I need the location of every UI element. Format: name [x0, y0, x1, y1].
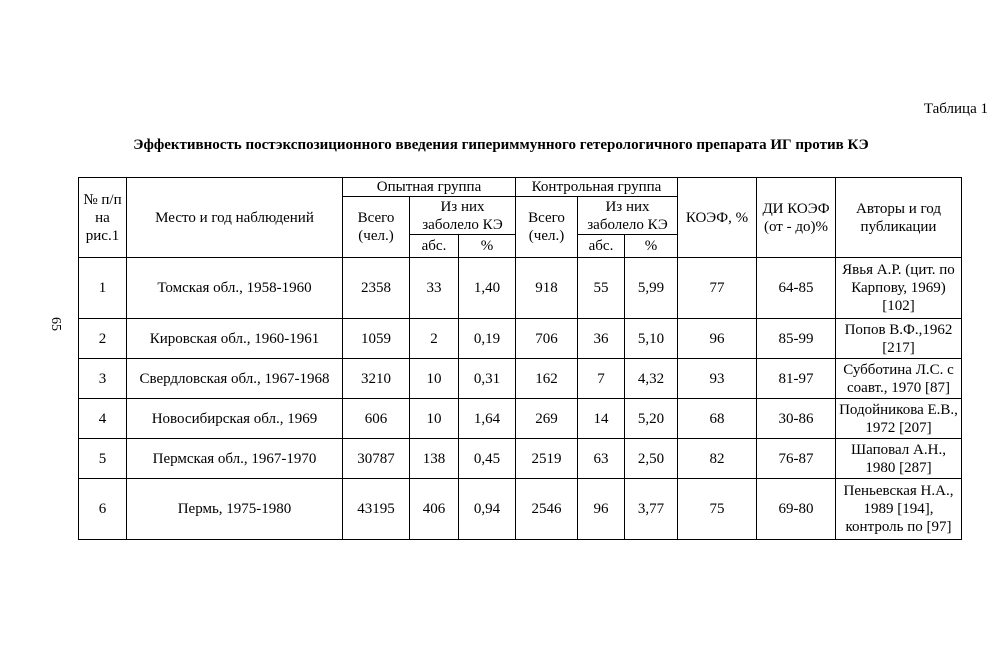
cell-place: Томская обл., 1958-1960	[127, 258, 343, 319]
cell-di: 69-80	[757, 479, 836, 540]
cell-place: Пермская обл., 1967-1970	[127, 439, 343, 479]
cell-exp-total: 2358	[343, 258, 410, 319]
header-exp-abs: абс.	[410, 235, 459, 258]
header-authors: Авторы и год публикации	[836, 178, 962, 258]
cell-exp-abs: 10	[410, 359, 459, 399]
cell-koef: 75	[678, 479, 757, 540]
cell-exp-pct: 0,94	[459, 479, 516, 540]
cell-exp-abs: 2	[410, 319, 459, 359]
page-number: 65	[48, 317, 63, 331]
cell-ctrl-total: 2546	[516, 479, 578, 540]
header-num: № п/п на рис.1	[79, 178, 127, 258]
cell-ctrl-total: 269	[516, 399, 578, 439]
cell-num: 4	[79, 399, 127, 439]
cell-exp-pct: 0,45	[459, 439, 516, 479]
header-ctrl-pct: %	[625, 235, 678, 258]
results-table	[78, 177, 962, 540]
cell-ctrl-abs: 96	[578, 479, 625, 540]
cell-exp-abs: 33	[410, 258, 459, 319]
header-ctrl-total: Всего (чел.)	[516, 197, 578, 258]
cell-authors: Шаповал А.Н., 1980 [287]	[836, 439, 962, 479]
header-ctrl-group: Контрольная группа	[516, 178, 678, 197]
cell-ctrl-pct: 5,20	[625, 399, 678, 439]
cell-exp-abs: 10	[410, 399, 459, 439]
cell-num: 1	[79, 258, 127, 319]
header-koef: КОЭФ, %	[678, 178, 757, 258]
cell-koef: 93	[678, 359, 757, 399]
cell-exp-total: 43195	[343, 479, 410, 540]
table-row	[79, 439, 962, 479]
cell-ctrl-pct: 2,50	[625, 439, 678, 479]
header-row-1	[79, 178, 962, 197]
cell-koef: 68	[678, 399, 757, 439]
cell-place: Новосибирская обл., 1969	[127, 399, 343, 439]
cell-exp-pct: 0,19	[459, 319, 516, 359]
cell-authors: Явья А.Р. (цит. по Карпову, 1969) [102]	[836, 258, 962, 319]
cell-koef: 77	[678, 258, 757, 319]
cell-ctrl-pct: 4,32	[625, 359, 678, 399]
cell-place: Кировская обл., 1960-1961	[127, 319, 343, 359]
cell-exp-total: 30787	[343, 439, 410, 479]
cell-ctrl-total: 2519	[516, 439, 578, 479]
cell-exp-pct: 1,64	[459, 399, 516, 439]
cell-exp-pct: 0,31	[459, 359, 516, 399]
cell-place: Свердловская обл., 1967-1968	[127, 359, 343, 399]
cell-ctrl-pct: 3,77	[625, 479, 678, 540]
cell-ctrl-abs: 14	[578, 399, 625, 439]
cell-num: 2	[79, 319, 127, 359]
cell-num: 5	[79, 439, 127, 479]
cell-ctrl-pct: 5,99	[625, 258, 678, 319]
cell-num: 6	[79, 479, 127, 540]
header-place: Место и год наблюдений	[127, 178, 343, 258]
table-row	[79, 359, 962, 399]
cell-di: 76-87	[757, 439, 836, 479]
cell-authors: Пеньевская Н.А., 1989 [194], контроль по [97]	[836, 479, 962, 540]
cell-exp-total: 3210	[343, 359, 410, 399]
cell-exp-total: 606	[343, 399, 410, 439]
cell-exp-abs: 406	[410, 479, 459, 540]
table-row	[79, 258, 962, 319]
cell-authors: Субботина Л.С. с соавт., 1970 [87]	[836, 359, 962, 399]
cell-koef: 96	[678, 319, 757, 359]
table-row	[79, 399, 962, 439]
table-row	[79, 479, 962, 540]
cell-ctrl-abs: 55	[578, 258, 625, 319]
cell-authors: Попов В.Ф.,1962 [217]	[836, 319, 962, 359]
cell-di: 85-99	[757, 319, 836, 359]
cell-authors: Подойникова Е.В., 1972 [207]	[836, 399, 962, 439]
cell-di: 64-85	[757, 258, 836, 319]
table-row	[79, 319, 962, 359]
header-exp-group: Опытная группа	[343, 178, 516, 197]
cell-ctrl-abs: 63	[578, 439, 625, 479]
cell-exp-abs: 138	[410, 439, 459, 479]
header-exp-of-them: Из них заболело КЭ	[410, 197, 516, 235]
cell-ctrl-pct: 5,10	[625, 319, 678, 359]
table-title: Эффективность постэкспозиционного введения гипериммунного гетерологичного препарата ИГ против КЭ	[133, 137, 869, 153]
cell-ctrl-total: 706	[516, 319, 578, 359]
header-ctrl-of-them: Из них заболело КЭ	[578, 197, 678, 235]
cell-ctrl-total: 162	[516, 359, 578, 399]
cell-di: 30-86	[757, 399, 836, 439]
header-exp-pct: %	[459, 235, 516, 258]
cell-place: Пермь, 1975-1980	[127, 479, 343, 540]
cell-ctrl-total: 918	[516, 258, 578, 319]
header-di-koef: ДИ КОЭФ (от - до)%	[757, 178, 836, 258]
header-exp-total: Всего (чел.)	[343, 197, 410, 258]
cell-num: 3	[79, 359, 127, 399]
table-label: Таблица 1	[923, 101, 988, 117]
cell-ctrl-abs: 36	[578, 319, 625, 359]
cell-exp-total: 1059	[343, 319, 410, 359]
header-ctrl-abs: абс.	[578, 235, 625, 258]
cell-koef: 82	[678, 439, 757, 479]
cell-ctrl-abs: 7	[578, 359, 625, 399]
cell-exp-pct: 1,40	[459, 258, 516, 319]
cell-di: 81-97	[757, 359, 836, 399]
